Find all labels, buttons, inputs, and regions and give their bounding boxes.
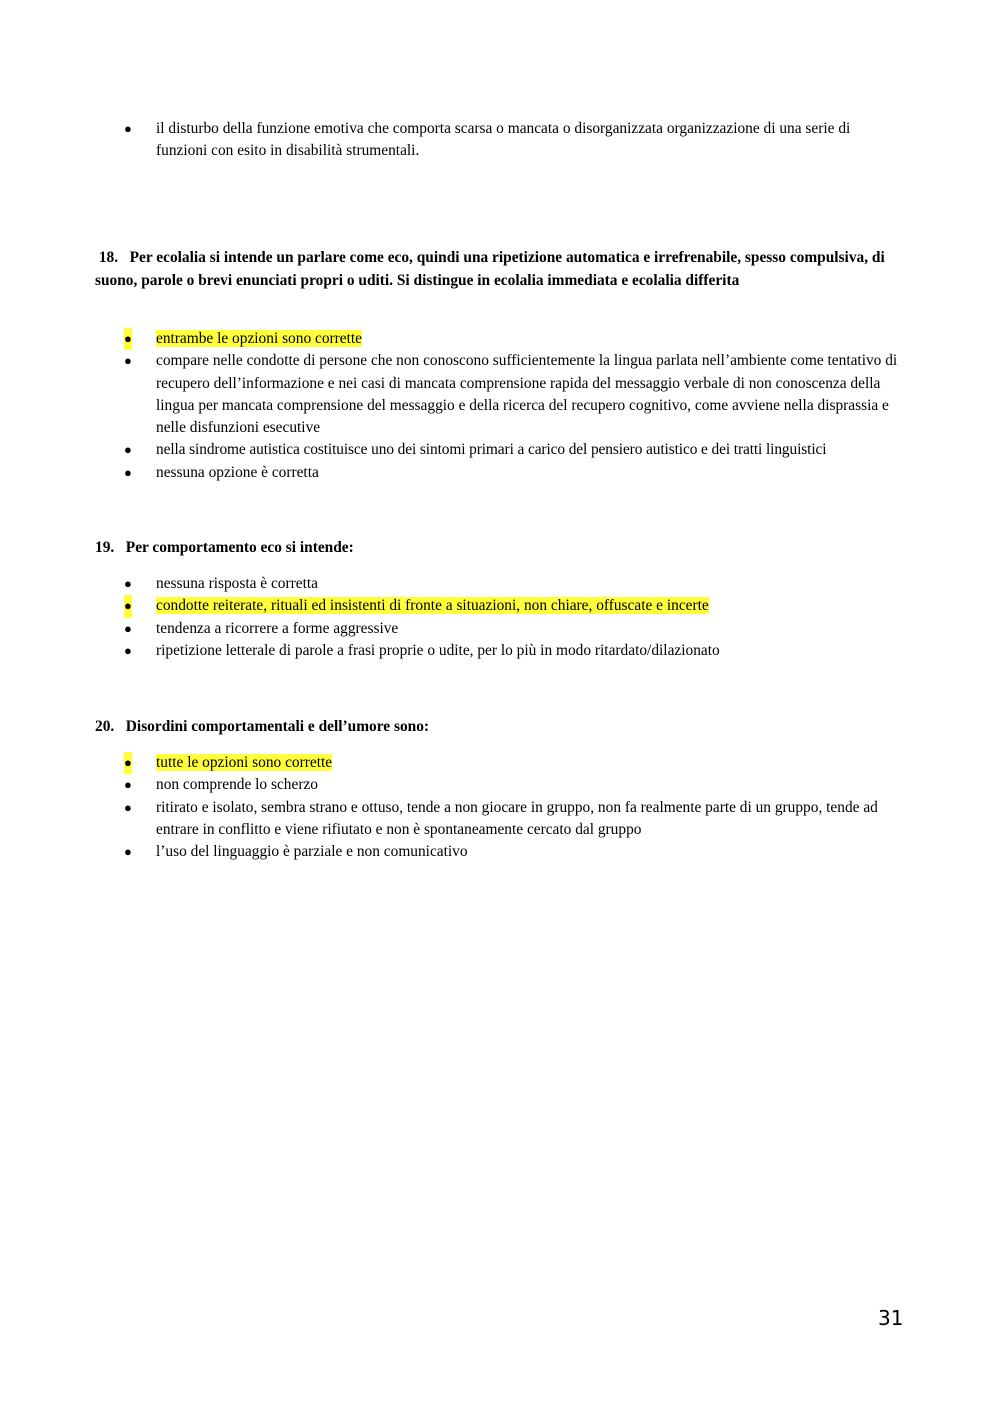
option-item (95, 573, 905, 595)
option-text: nessuna opzione è corretta (156, 463, 319, 481)
question-number: 18. (98, 249, 119, 266)
bullet-icon: ● (124, 576, 132, 591)
bullet-icon: ● (124, 620, 132, 636)
question-19-text (95, 537, 905, 560)
option-text: ritirato e isolato, sembra strano e ottuso, tende a non giocare in gruppo, non fa realmente parte di un gruppo, tende ad entrare in conflitto e viene rifiutato e non è spontaneamente cercato dal gruppo (156, 798, 878, 838)
question-18-text (95, 247, 905, 292)
bullet-icon: ● (124, 464, 132, 480)
bullet-icon: ● (124, 121, 132, 136)
option-list (95, 118, 905, 163)
option-text: tendenza a ricorrere a forme aggressive (156, 619, 399, 637)
option-text: ripetizione letterale di parole a frasi proprie o udite, per lo più in modo ritardato/dilazionato (156, 641, 720, 659)
option-item (95, 752, 905, 774)
option-item (95, 439, 905, 461)
option-text: l’uso del linguaggio è parziale e non comunicativo (156, 843, 468, 861)
option-list (95, 752, 905, 863)
option-item (95, 328, 905, 350)
option-list (95, 328, 905, 484)
question-body: Disordini comportamentali e dell’umore sono: (125, 718, 430, 735)
question-body: Per ecolalia si intende un parlare come eco, quindi una ripetizione automatica e irrefrenabile, spesso compulsiva, di suono, parole o brevi enunciati propri o uditi. Si distingue in ecolalia immediata e ecolalia differita (95, 249, 885, 289)
continuation-block (95, 118, 905, 163)
bullet-icon: ● (124, 752, 132, 774)
option-text: non comprende lo scherzo (156, 776, 318, 794)
option-text: tutte le opzioni sono corrette (156, 754, 333, 771)
option-item (95, 774, 905, 796)
option-item (95, 595, 905, 617)
question-number: 20. (95, 718, 115, 735)
bullet-icon: ● (124, 777, 132, 793)
question-19-options (95, 573, 905, 662)
option-text: nella sindrome autistica costituisce uno dei sintomi primari a carico del pensiero autistico e dei tratti linguistici (156, 441, 827, 459)
question-18-options (95, 328, 905, 484)
question-20-options (95, 752, 905, 863)
bullet-icon: ● (124, 642, 132, 658)
option-list (95, 573, 905, 662)
option-item (95, 350, 905, 439)
bullet-icon: ● (124, 328, 132, 350)
question-19-block (95, 537, 905, 560)
bullet-icon: ● (124, 442, 132, 458)
option-item (95, 118, 905, 163)
option-item (95, 618, 905, 640)
page-number: 31 (878, 1306, 904, 1330)
question-18-block (95, 247, 905, 292)
option-item (95, 462, 905, 484)
option-text: il disturbo della funzione emotiva che comporta scarsa o mancata o disorganizzata organizzazione di una serie di funzioni con esito in disabilità strumentali. (156, 120, 851, 160)
bullet-icon: ● (124, 353, 132, 369)
option-text: condotte reiterate, rituali ed insistenti di fronte a situazioni, non chiare, offuscate e incerte (156, 597, 709, 615)
option-item (95, 841, 905, 863)
option-item (95, 640, 905, 662)
bullet-icon: ● (124, 595, 132, 617)
option-text: entrambe le opzioni sono corrette (156, 330, 362, 347)
option-text: nessuna risposta è corretta (156, 575, 318, 592)
question-20-text (95, 716, 905, 739)
bullet-icon: ● (124, 844, 132, 860)
option-item (95, 797, 905, 842)
question-number: 19. (95, 539, 115, 556)
question-body: Per comportamento eco si intende: (125, 539, 354, 556)
question-20-block (95, 716, 905, 739)
option-text: compare nelle condotte di persone che non conoscono sufficientemente la lingua parlata nell’ambiente come tentativo di recupero dell’informazione e nei casi di mancata comprensione rapida del messaggio verbale di non conoscenza della lingua per mancata comprensione del messaggio e della ricerca del recupero cognitivo, come avviene nella disprassia e nelle disfunzioni esecutive (156, 352, 898, 437)
bullet-icon: ● (124, 799, 132, 815)
